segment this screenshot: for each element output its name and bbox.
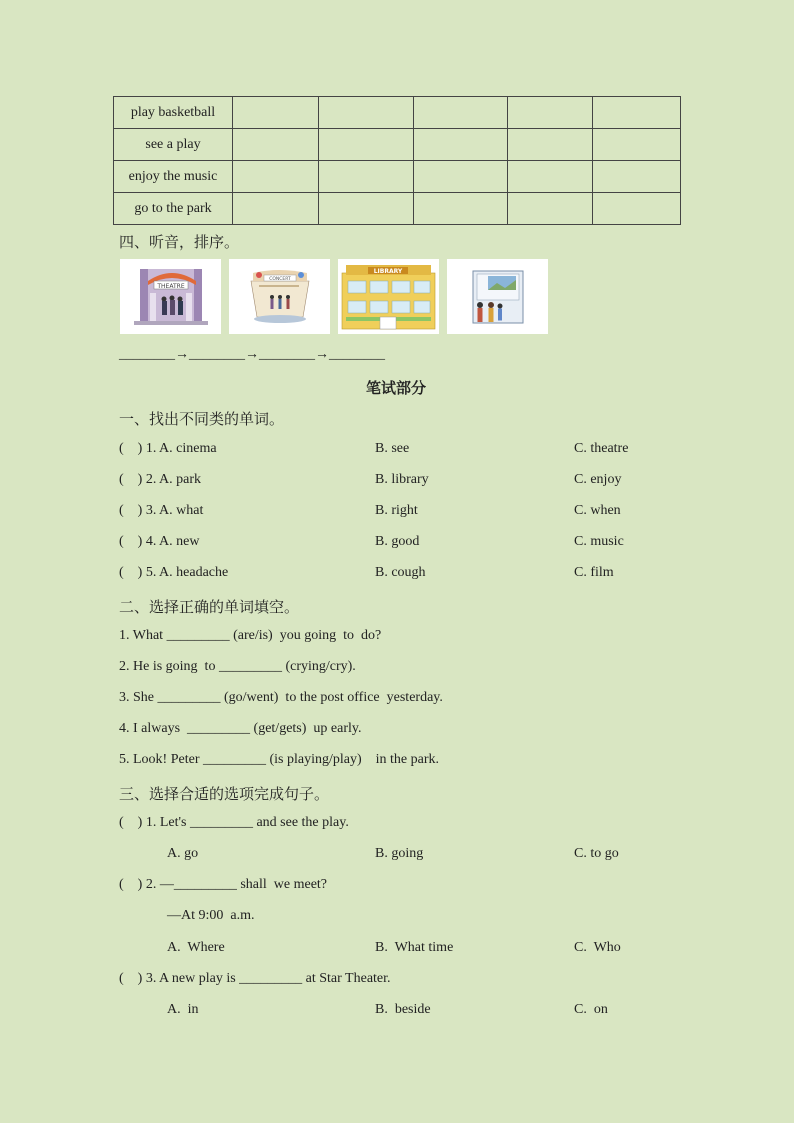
part1-q3-c: C. when xyxy=(574,503,621,518)
theatre-picture xyxy=(120,259,221,334)
answer-cell[interactable] xyxy=(319,161,414,193)
table-row xyxy=(114,97,681,129)
part1-q1-c: C. theatre xyxy=(574,441,629,456)
part1-q4-c: C. music xyxy=(574,534,624,549)
answer-cell[interactable] xyxy=(593,129,681,161)
answer-cell[interactable] xyxy=(414,161,508,193)
activity-label: play basketball xyxy=(114,97,233,129)
part1-title: 一、找出不同类的单词。 xyxy=(119,412,285,428)
part1-q4-b: B. good xyxy=(375,534,420,549)
part1-q2-b: B. library xyxy=(375,472,429,487)
part2-title: 二、选择正确的单词填空。 xyxy=(119,600,300,616)
answer-cell[interactable] xyxy=(233,97,319,129)
part1-q2-c: C. enjoy xyxy=(574,472,622,487)
part1-q3[interactable]: ( ) 3. A. what xyxy=(119,503,204,518)
answer-cell[interactable] xyxy=(508,97,593,129)
answer-cell[interactable] xyxy=(414,129,508,161)
answer-cell[interactable] xyxy=(319,129,414,161)
part1-q5-b: B. cough xyxy=(375,565,426,580)
part3-q1-a: A. go xyxy=(167,846,199,861)
part1-q5[interactable]: ( ) 5. A. headache xyxy=(119,565,229,580)
activity-label: go to the park xyxy=(114,193,233,225)
activity-label: see a play xyxy=(114,129,233,161)
activity-table xyxy=(113,96,681,225)
part3-q2-c: C. Who xyxy=(574,940,621,955)
part1-q3-b: B. right xyxy=(375,503,418,518)
answer-cell[interactable] xyxy=(593,193,681,225)
section4-title: 四、听音，排序。 xyxy=(119,235,240,251)
table-row xyxy=(114,161,681,193)
part2-item-4[interactable]: 4. I always _________ (get/gets) up early. xyxy=(119,721,362,736)
answer-cell[interactable] xyxy=(593,97,681,129)
order-blanks[interactable]: ________→________→________→________ xyxy=(119,347,385,362)
theatre-sign: THEATRE xyxy=(157,283,185,290)
answer-cell[interactable] xyxy=(508,129,593,161)
part1-q1-b: B. see xyxy=(375,441,410,456)
part1-q5-c: C. film xyxy=(574,565,614,580)
part3-q1[interactable]: ( ) 1. Let's _________ and see the play. xyxy=(119,815,349,830)
answer-cell[interactable] xyxy=(414,97,508,129)
part3-q2-answer-line: —At 9:00 a.m. xyxy=(167,908,255,923)
part2-item-5[interactable]: 5. Look! Peter _________ (is playing/play) in the park. xyxy=(119,752,439,767)
answer-cell[interactable] xyxy=(233,193,319,225)
part2-item-1[interactable]: 1. What _________ (are/is) you going to do? xyxy=(119,628,382,643)
library-building-icon xyxy=(338,259,439,334)
answer-cell[interactable] xyxy=(233,129,319,161)
part3-q3-b: B. beside xyxy=(375,1002,431,1017)
part1-q1[interactable]: ( ) 1. A. cinema xyxy=(119,441,217,456)
part3-q1-c: C. to go xyxy=(574,846,619,861)
theatre-building-icon xyxy=(120,259,221,334)
part3-q3[interactable]: ( ) 3. A new play is _________ at Star Theater. xyxy=(119,971,391,986)
library-picture xyxy=(338,259,439,334)
library-sign: LIBRARY xyxy=(373,268,403,275)
concert-sign: CONCERT xyxy=(269,277,291,282)
part3-q2[interactable]: ( ) 2. —_________ shall we meet? xyxy=(119,877,328,892)
part3-q3-a: A. in xyxy=(167,1002,199,1017)
table-row xyxy=(114,129,681,161)
written-part-title: 笔试部分 xyxy=(366,381,427,397)
part1-q4[interactable]: ( ) 4. A. new xyxy=(119,534,200,549)
activity-label: enjoy the music xyxy=(114,161,233,193)
answer-cell[interactable] xyxy=(233,161,319,193)
window-picture xyxy=(447,259,548,334)
answer-cell[interactable] xyxy=(508,161,593,193)
part3-q2-b: B. What time xyxy=(375,940,454,955)
answer-cell[interactable] xyxy=(319,193,414,225)
answer-cell[interactable] xyxy=(319,97,414,129)
part3-title: 三、选择合适的选项完成句子。 xyxy=(119,787,330,803)
concert-picture xyxy=(229,259,330,334)
part2-item-2[interactable]: 2. He is going to _________ (crying/cry). xyxy=(119,659,356,674)
part3-q1-b: B. going xyxy=(375,846,424,861)
part3-q2-a: A. Where xyxy=(167,940,225,955)
answer-cell[interactable] xyxy=(508,193,593,225)
part3-q3-c: C. on xyxy=(574,1002,608,1017)
answer-cell[interactable] xyxy=(414,193,508,225)
table-row xyxy=(114,193,681,225)
part1-q2[interactable]: ( ) 2. A. park xyxy=(119,472,202,487)
part2-item-3[interactable]: 3. She _________ (go/went) to the post office yesterday. xyxy=(119,690,443,705)
window-shop-icon xyxy=(447,259,548,334)
answer-cell[interactable] xyxy=(593,161,681,193)
concert-building-icon xyxy=(229,259,330,334)
